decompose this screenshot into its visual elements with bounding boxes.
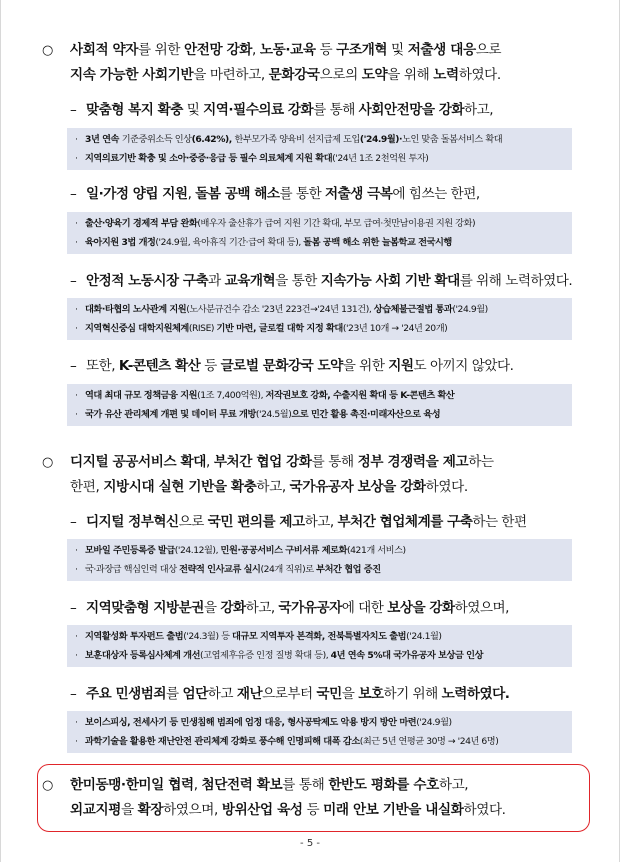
main-bullet-line: 한미동맹·한미일 협력, 첨단전력 확보를 통해 한반도 평화를 수호하고, [70,777,469,793]
detail-item: · 대화·타협의 노사관계 지원(노사분규건수 감소 '23년 223건→'24년 131건), 상습체불근절법 통과('24.9월) [75,300,566,319]
detail-box [67,539,572,581]
sub-bullet-digital-gov: – 디지털 정부혁신으로 국민 편의를 제고하고, 부처간 협업체계를 구축하는 한편 [70,514,527,530]
sub-bullet-labor: – 안정적 노동시장 구축과 교육개혁을 통한 지속가능 사회 기반 확대를 위해 노력하였다. [70,273,573,289]
detail-item: · 국가 유산 관리체계 개편 및 데이터 무료 개방('24.5월)으로 민간 활용 촉진·미래자산으로 육성 [75,405,566,424]
detail-box [67,711,572,753]
detail-item: · 지역혁신중심 대학지원체계(RISE) 기반 마련, 글로컬 대학 지정 확대('23년 10개 → '24년 20개) [75,319,566,338]
detail-item: · 모바일 주민등록증 발급('24.12월), 민원·공공서비스 구비서류 제로화(421개 서비스) [75,541,566,560]
dot-bullet-icon: · [75,545,78,556]
dot-bullet-icon: · [75,323,78,334]
detail-item: · 3년 연속 기준중위소득 인상(6.42%), 한부모가족 양육비 선지급제 도입('24.9월)·노인 맞춤 돌봄서비스 확대 [75,130,566,149]
main-bullet-line: 지속 가능한 사회기반을 마련하고, 문화강국으로의 도약을 위해 노력하였다. [70,67,501,83]
dash-bullet-icon: – [70,102,77,118]
dash-bullet-icon: – [70,273,77,289]
main-bullet-line: 외교지평을 확장하였으며, 방위산업 육성 등 미래 안보 기반을 내실화하였다. [70,802,506,818]
circle-bullet-icon: ○ [42,778,53,793]
dot-bullet-icon: · [75,153,78,164]
detail-item: · 지역활성화 투자펀드 출범('24.3월) 등 대규모 지역투자 본격화, 전북특별자치도 출범('24.1월) [75,627,566,646]
detail-item: · 보훈대상자 등록심사체계 개선(고엽제후유증 인정 질병 확대 등), 4년 연속 5%대 국가유공자 보상금 인상 [75,646,566,665]
dot-bullet-icon: · [75,304,78,315]
dot-bullet-icon: · [75,237,78,248]
dot-bullet-icon: · [75,390,78,401]
dot-bullet-icon: · [75,134,78,145]
dash-bullet-icon: – [70,600,77,616]
dot-bullet-icon: · [75,736,78,747]
dash-bullet-icon: – [70,358,77,374]
detail-item: · 육아지원 3법 개정('24.9월, 육아휴직 기간·급여 확대 등), 돌봄 공백 해소 위한 늘봄학교 전국시행 [75,233,566,252]
main-bullet-line: 사회적 약자를 위한 안전망 강화, 노동·교육 등 구조개혁 및 저출생 대응으로 [70,42,502,58]
detail-item: · 역대 최대 규모 정책금융 지원(1조 7,400억원), 저작권보호 강화, 수출지원 확대 등 K-콘텐츠 확산 [75,386,566,405]
detail-box [67,625,572,667]
sub-bullet-welfare: – 맞춤형 복지 확충 및 지역·필수의료 강화를 통해 사회안전망을 강화하고, [70,102,494,118]
dot-bullet-icon: · [75,717,78,728]
detail-item: · 보이스피싱, 전세사기 등 민생침해 범죄에 엄정 대응, 형사공탁제도 악용 방지 방안 마련('24.9월) [75,713,566,732]
detail-item: · 출산·양육기 경제적 부담 완화(배우자 출산휴가 급여 지원 기간 확대, 부모 급여·첫만남이용권 지원 강화) [75,214,566,233]
main-bullet-line: 디지털 공공서비스 확대, 부처간 협업 강화를 통해 정부 경쟁력을 제고하는 [70,454,494,470]
main-bullet-social [42,38,590,88]
dot-bullet-icon: · [75,650,78,661]
detail-box [67,298,572,340]
detail-item: · 과학기술을 활용한 재난안전 관리체계 강화로 풍수해 인명피해 대폭 감소(최근 5년 연평균 30명 → '24년 6명) [75,732,566,751]
main-bullet-line: 한편, 지방시대 실현 기반을 확충하고, 국가유공자 보상을 강화하였다. [70,479,468,495]
detail-box [67,128,572,170]
sub-bullet-public-safety: – 주요 민생범죄를 엄단하고 재난으로부터 국민을 보호하기 위해 노력하였다. [70,686,510,702]
main-bullet-digital [42,450,590,500]
dot-bullet-icon: · [75,409,78,420]
detail-box [67,212,572,254]
circle-bullet-icon: ○ [42,43,53,58]
dot-bullet-icon: · [75,564,78,575]
main-bullet-security [42,773,590,823]
sub-bullet-work-family: – 일·가정 양립 지원, 돌봄 공백 해소를 통한 저출생 극복에 힘쓰는 한편, [70,186,480,202]
dot-bullet-icon: · [75,218,78,229]
sub-bullet-kcontent: – 또한, K-콘텐츠 확산 등 글로벌 문화강국 도약을 위한 지원도 아끼지 않았다. [70,358,514,374]
page-number: - 5 - [300,838,320,849]
dash-bullet-icon: – [70,186,77,202]
circle-bullet-icon: ○ [42,455,53,470]
dash-bullet-icon: – [70,514,77,530]
detail-item: · 국·과장급 핵심인력 대상 전략적 인사교류 실시(24개 직위)로 부처간 협업 증진 [75,560,566,579]
detail-box [67,384,572,426]
detail-item: · 지역의료기반 확충 및 소아·중증·응급 등 필수 의료체계 지원 확대('24년 1조 2천억원 투자) [75,149,566,168]
dot-bullet-icon: · [75,631,78,642]
sub-bullet-decentralization: – 지역맞춤형 지방분권을 강화하고, 국가유공자에 대한 보상을 강화하였으며, [70,600,510,616]
dash-bullet-icon: – [70,686,77,702]
